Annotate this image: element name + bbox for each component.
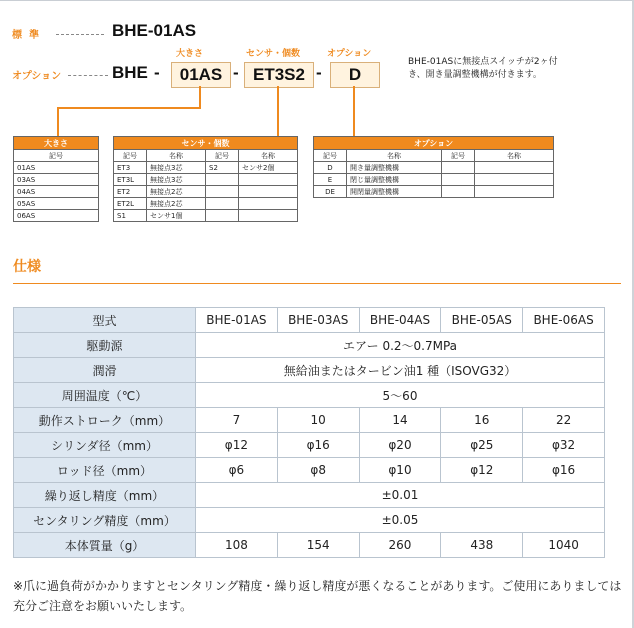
sensor-code: ET2L [114, 198, 147, 210]
table-row [14, 408, 605, 433]
sensor-code: ET3 [114, 162, 147, 174]
row-label: 駆動源 [14, 333, 196, 358]
size-connector-down [57, 107, 59, 137]
sensor-code: S2 [206, 162, 239, 174]
cell-value: φ16 [523, 458, 605, 483]
sensor-name [239, 186, 298, 198]
table-row [14, 308, 605, 333]
sensor-code: ET3L [114, 174, 147, 186]
sensor-name: 無接点3芯 [147, 162, 206, 174]
column-header: BHE-06AS [523, 308, 605, 333]
cell-value: 無給油またはタービン油1 種（ISOVG32） [196, 358, 605, 383]
sensor-name [239, 210, 298, 222]
option-table-title: オプション [314, 137, 554, 150]
cell-value: φ12 [441, 458, 523, 483]
sensor-header: 名称 [147, 150, 206, 162]
option-code-box: D [330, 62, 380, 88]
option-leader [68, 75, 108, 76]
standard-label: 標準 [12, 30, 46, 41]
cell-value: φ8 [277, 458, 359, 483]
size-row: 05AS [14, 198, 99, 210]
sensor-header: 記号 [206, 150, 239, 162]
option-header: 名称 [347, 150, 442, 162]
option-name [475, 162, 554, 174]
cell-value: 7 [196, 408, 278, 433]
table-row [14, 458, 605, 483]
sensor-name: センサ1個 [147, 210, 206, 222]
option-code: D [314, 162, 347, 174]
table-row [314, 162, 554, 174]
sensor-name: センサ2個 [239, 162, 298, 174]
sensor-code: S1 [114, 210, 147, 222]
table-row [14, 533, 605, 558]
table-row [114, 186, 298, 198]
option-name: 開き量調整機構 [347, 162, 442, 174]
cell-value: 16 [441, 408, 523, 433]
standard-leader [56, 34, 104, 35]
sensor-code: ET2 [114, 186, 147, 198]
table-row [114, 198, 298, 210]
option-header: 記号 [442, 150, 475, 162]
sensor-name [239, 198, 298, 210]
section-divider [13, 283, 621, 284]
size-table-title: 大きさ [14, 137, 99, 150]
table-row [314, 174, 554, 186]
cell-value: φ6 [196, 458, 278, 483]
size-table-subheader: 記号 [14, 150, 99, 162]
option-note: BHE-01ASに無接点スイッチが2ヶ付き、開き量調整機構が付きます。 [408, 57, 558, 80]
size-row: 06AS [14, 210, 99, 222]
option-caption: オプション [327, 49, 372, 59]
row-label: 繰り返し精度（mm） [14, 483, 196, 508]
table-row [114, 174, 298, 186]
option-code [442, 186, 475, 198]
sensor-name: 無接点2芯 [147, 198, 206, 210]
sensor-name: 無接点2芯 [147, 186, 206, 198]
cell-value: エアー 0.2〜0.7MPa [196, 333, 605, 358]
option-code: DE [314, 186, 347, 198]
option-code [442, 174, 475, 186]
row-label: 潤滑 [14, 358, 196, 383]
sensor-code [206, 210, 239, 222]
size-code-box: 01AS [171, 62, 231, 88]
table-row [14, 483, 605, 508]
table-row [314, 186, 554, 198]
size-connector-h [57, 107, 201, 109]
cell-value: φ16 [277, 433, 359, 458]
option-name: 閉じ量調整機構 [347, 174, 442, 186]
option-header: 記号 [314, 150, 347, 162]
sensor-code [206, 198, 239, 210]
hyphen-2: - [233, 63, 239, 82]
sensor-header: 記号 [114, 150, 147, 162]
cell-value: 108 [196, 533, 278, 558]
sensor-code-box: ET3S2 [244, 62, 314, 88]
standard-model: BHE-01AS [112, 21, 197, 40]
table-row [14, 433, 605, 458]
option-table [313, 136, 554, 198]
cell-value: 5〜60 [196, 383, 605, 408]
spec-section-title: 仕様 [13, 259, 41, 275]
cell-value: φ10 [359, 458, 441, 483]
option-label: オプション [12, 71, 62, 82]
row-label: ロッド径（mm） [14, 458, 196, 483]
option-prefix: BHE [112, 63, 148, 82]
table-row [14, 333, 605, 358]
hyphen-1: - [154, 63, 160, 82]
sensor-code [206, 186, 239, 198]
size-row: 04AS [14, 186, 99, 198]
cell-value: φ20 [359, 433, 441, 458]
row-label: 本体質量（g） [14, 533, 196, 558]
cell-value: ±0.05 [196, 508, 605, 533]
cell-value: 14 [359, 408, 441, 433]
table-row [114, 162, 298, 174]
sensor-connector [277, 86, 279, 137]
sensor-header: 名称 [239, 150, 298, 162]
cell-value: 1040 [523, 533, 605, 558]
sensor-caption: センサ・個数 [246, 49, 301, 59]
column-header: BHE-03AS [277, 308, 359, 333]
hyphen-3: - [316, 63, 322, 82]
size-row: 03AS [14, 174, 99, 186]
option-code [442, 162, 475, 174]
cell-value: φ32 [523, 433, 605, 458]
cell-value: ±0.01 [196, 483, 605, 508]
table-row [14, 508, 605, 533]
option-code: E [314, 174, 347, 186]
row-label: 動作ストローク（mm） [14, 408, 196, 433]
spec-table [13, 307, 605, 558]
size-caption: 大きさ [176, 49, 204, 59]
sensor-table-title: センサ・個数 [114, 137, 298, 150]
row-label: シリンダ径（mm） [14, 433, 196, 458]
cell-value: 260 [359, 533, 441, 558]
row-label: センタリング精度（mm） [14, 508, 196, 533]
column-header: BHE-04AS [359, 308, 441, 333]
sensor-table [113, 136, 298, 222]
cell-value: φ25 [441, 433, 523, 458]
option-name [475, 174, 554, 186]
size-table [13, 136, 99, 222]
top-border [0, 0, 634, 1]
option-connector [353, 86, 355, 137]
cell-value: 438 [441, 533, 523, 558]
sensor-name: 無接点3芯 [147, 174, 206, 186]
sensor-code [206, 174, 239, 186]
column-header: BHE-05AS [441, 308, 523, 333]
option-name [475, 186, 554, 198]
row-label: 周囲温度（℃） [14, 383, 196, 408]
column-header: BHE-01AS [196, 308, 278, 333]
size-connector [199, 86, 201, 108]
cell-value: 10 [277, 408, 359, 433]
footnote: ※爪に過負荷がかかりますとセンタリング精度・繰り返し精度が悪くなることがあります。ご使用にありましては充分ご注意をお願いいたします。 [13, 579, 622, 613]
table-row [14, 383, 605, 408]
sensor-name [239, 174, 298, 186]
cell-value: 154 [277, 533, 359, 558]
table-row [14, 358, 605, 383]
size-row: 01AS [14, 162, 99, 174]
option-name: 開閉量調整機構 [347, 186, 442, 198]
cell-value: 22 [523, 408, 605, 433]
cell-value: φ12 [196, 433, 278, 458]
column-header: 型式 [14, 308, 196, 333]
option-header: 名称 [475, 150, 554, 162]
table-row [114, 210, 298, 222]
